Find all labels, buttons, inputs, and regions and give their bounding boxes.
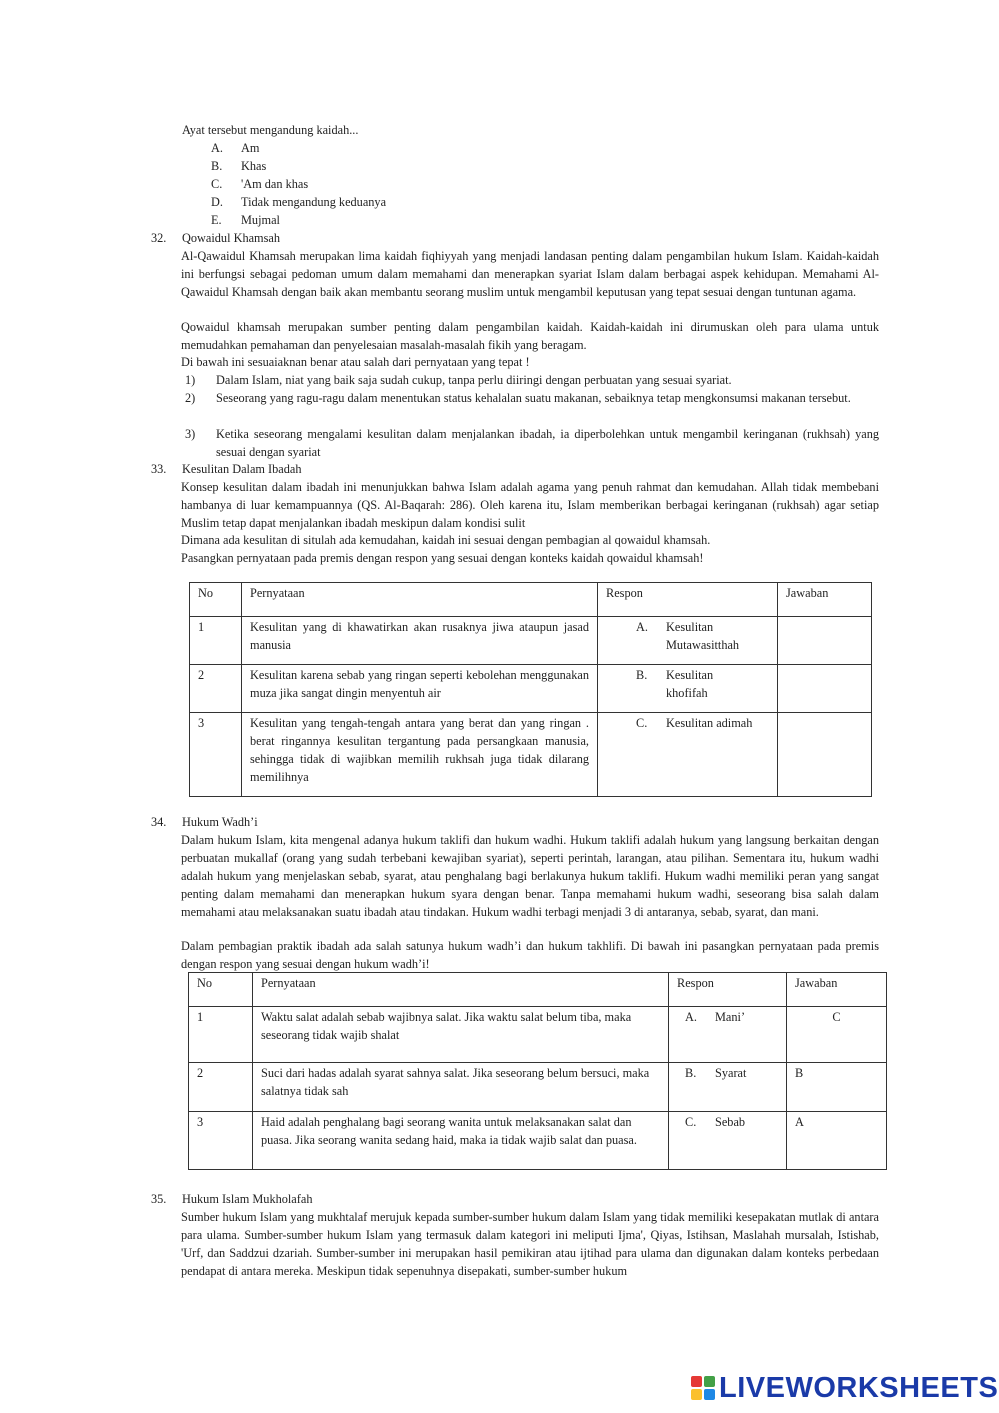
header-no: No [189, 973, 253, 1007]
table-header-row [189, 973, 887, 1007]
row-statement: Suci dari hadas adalah syarat sahnya salat. Jika seseorang belum bersuci, maka salatnya tidak sah [253, 1063, 669, 1112]
q32-paragraph-1: Al-Qawaidul Khamsah merupakan lima kaidah fiqhiyyah yang menjadi landasan penting dalam pengambilan hukum Islam. Kaidah-kaidah ini berfungsi sebagai pedoman umum dalam memahami dan menerapkan syariat Islam dalam berbagai aspek kehidupan. Memahami Al-Qawaidul Khamsah dengan baik akan membantu seorang muslim untuk mengambil keputusan yang tepat sesuai dengan tuntunan agama. [181, 249, 879, 299]
q32-statement-1: 1) Dalam Islam, niat yang baik saja sudah cukup, tanpa perlu diiringi dengan perbuatan yang sesuai syariat. [185, 373, 732, 387]
header-response: Respon [598, 583, 778, 617]
row-statement: Kesulitan yang di khawatirkan akan rusaknya jiwa ataupun jasad manusia [242, 617, 598, 665]
q33-title: Kesulitan Dalam Ibadah [182, 462, 302, 476]
liveworksheets-wordmark: LIVEWORKSHEETS [719, 1372, 999, 1404]
table-row [189, 1112, 887, 1170]
q32-title: Qowaidul Khamsah [182, 231, 281, 245]
q35-title: Hukum Islam Mukholafah [182, 1192, 313, 1206]
logo-square-yellow [691, 1389, 702, 1400]
header-answer: Jawaban [787, 973, 887, 1007]
q33-matching-table [189, 582, 872, 797]
table-row [190, 665, 872, 713]
q34-instruction: Dalam pembagian praktik ibadah ada salah satunya hukum wadh’i dan hukum takhlifi. Di bawah ini pasangkan pernyataan pada premis dengan respon yang sesuai dengan hukum wadh’i! [181, 939, 879, 971]
q32-statement-3: 3) Ketika seseorang mengalami kesulitan dalam menjalankan ibadah, ia diperbolehkan untuk mengambil keringanan (rukhsah) yang sesuai dengan syariat [185, 427, 879, 459]
row-number: 1 [189, 1007, 253, 1063]
row-number: 2 [189, 1063, 253, 1112]
q31-option-d: D. Tidak mengandung keduanya [211, 195, 387, 209]
row-response: C. Sebab [669, 1112, 787, 1170]
q32-number: 32. [151, 231, 167, 245]
q32-paragraph-2: Qowaidul khamsah merupakan sumber penting dalam pengambilan kaidah. Kaidah-kaidah ini dirumuskan oleh para ulama untuk memudahkan pemahaman dan penyelesaian masalah-masalah fikih yang beragam. [181, 320, 879, 352]
q33-number: 33. [151, 462, 167, 476]
q31-option-c: C. 'Am dan khas [211, 177, 309, 191]
q31-stem: Ayat tersebut mengandung kaidah... [182, 123, 359, 137]
table-row [190, 713, 872, 797]
q31-option-e: E. Mujmal [211, 213, 280, 227]
answer-input[interactable]: B [787, 1063, 887, 1112]
row-number: 3 [189, 1112, 253, 1170]
q32-statement-2: 2) Seseorang yang ragu-ragu dalam menentukan status kehalalan suatu makanan, sebaiknya tetap mengkonsumsi makanan tersebut. [185, 391, 851, 405]
row-number: 2 [190, 665, 242, 713]
q34-paragraph-1: Dalam hukum Islam, kita mengenal adanya hukum taklifi dan hukum wadhi. Hukum taklifi adalah hukum yang langsung berkaitan dengan perbuatan mukallaf (orang yang sudah terbebani kewajiban syariat), seperti perintah, larangan, atau pilihan. Sementara itu, hukum wadhi adalah hukum yang menjelaskan sebab, syarat, atau penghalang bagi berlakunya hukum taklifi. Hukum wadhi memiliki peran yang sangat penting dalam memahami dan menerapkan hukum syara dengan benar. Tanpa memahami hukum wadhi, seseorang bisa salah dalam memahami atau melaksanakan suatu ibadah atau tindakan. Hukum wadhi terbagi menjadi 3 di antaranya, sebab, syarat, dan mani. [181, 833, 879, 919]
q31-option-b: B. Khas [211, 159, 267, 173]
row-statement: Haid adalah penghalang bagi seorang wanita untuk melaksanakan salat dan puasa. Jika seorang wanita sedang haid, maka ia tidak wajib salat dan puasa. [253, 1112, 669, 1170]
row-response: C. Kesulitan adimah [598, 713, 778, 797]
row-number: 1 [190, 617, 242, 665]
q34-title: Hukum Wadh’i [182, 815, 258, 829]
q33-paragraph-1: Konsep kesulitan dalam ibadah ini menunjukkan bahwa Islam adalah agama yang penuh rahmat dan kemudahan. Allah tidak membebani hambanya di luar kemampuannya (QS. Al-Baqarah: 286). Oleh karena itu, Islam memberikan berbagai keringanan (rukhsah) agar setiap Muslim tetap dapat menjalankan ibadah meskipun dalam kondisi sulit [181, 480, 879, 530]
liveworksheets-logo-icon [691, 1376, 715, 1400]
answer-input[interactable] [778, 617, 872, 665]
table-row [189, 1063, 887, 1112]
table-row [190, 617, 872, 665]
answer-input[interactable] [778, 713, 872, 797]
q31-option-a: A. Am [211, 141, 260, 155]
header-statement: Pernyataan [253, 973, 669, 1007]
row-statement: Waktu salat adalah sebab wajibnya salat. Jika waktu salat belum tiba, maka seseorang tidak wajib shalat [253, 1007, 669, 1063]
row-statement: Kesulitan karena sebab yang ringan seperti kebolehan menggunakan muza jika sangat dingin menyentuh air [242, 665, 598, 713]
q32-instruction: Di bawah ini sesuaiaknan benar atau salah dari pernyataan yang tepat ! [181, 355, 530, 369]
answer-input[interactable]: C [787, 1007, 887, 1063]
q34-matching-table [188, 972, 887, 1170]
table-row [189, 1007, 887, 1063]
row-number: 3 [190, 713, 242, 797]
logo-square-green [704, 1376, 715, 1387]
logo-square-blue [704, 1389, 715, 1400]
table-header-row [190, 583, 872, 617]
liveworksheets-logo [691, 1373, 998, 1403]
q34-number: 34. [151, 815, 167, 829]
header-answer: Jawaban [778, 583, 872, 617]
header-response: Respon [669, 973, 787, 1007]
row-statement: Kesulitan yang tengah-tengah antara yang berat dan yang ringan . berat ringannya kesulitan tergantung pada persangkaan manusia, sehingga tidak di wajibkan memilih rukhsah juga tidak dilarang memilihnya [242, 713, 598, 797]
header-no: No [190, 583, 242, 617]
answer-input[interactable]: A [787, 1112, 887, 1170]
answer-input[interactable] [778, 665, 872, 713]
row-response: B. Syarat [669, 1063, 787, 1112]
q33-instruction: Pasangkan pernyataan pada premis dengan respon yang sesuai dengan konteks kaidah qowaidul khamsah! [181, 551, 704, 565]
logo-square-red [691, 1376, 702, 1387]
row-response: A. Kesulitan Mutawasitthah [598, 617, 778, 665]
q33-paragraph-2: Dimana ada kesulitan di situlah ada kemudahan, kaidah ini sesuai dengan pembagian al qowaidul khamsah. [181, 533, 711, 547]
q35-paragraph-1: Sumber hukum Islam yang mukhtalaf merujuk kepada sumber-sumber hukum dalam Islam yang tidak memiliki kesepakatan mutlak di antara para ulama. Sumber-sumber hukum Islam yang termasuk dalam kategori ini meliputi Ijma', Qiyas, Istihsan, Maslahah mursalah, Istishab, 'Urf, dan Saddzui dzariah. Sumber-sumber ini merupakan hasil pemikiran atau ijtihad para ulama dan digunakan dalam konteks perbedaan pendapat di antara mereka. Meskipun tidak sepenuhnya disepakati, sumber-sumber hukum [181, 1210, 879, 1278]
header-statement: Pernyataan [242, 583, 598, 617]
row-response: B. Kesulitan khofifah [598, 665, 778, 713]
q35-number: 35. [151, 1192, 167, 1206]
row-response: A. Mani’ [669, 1007, 787, 1063]
